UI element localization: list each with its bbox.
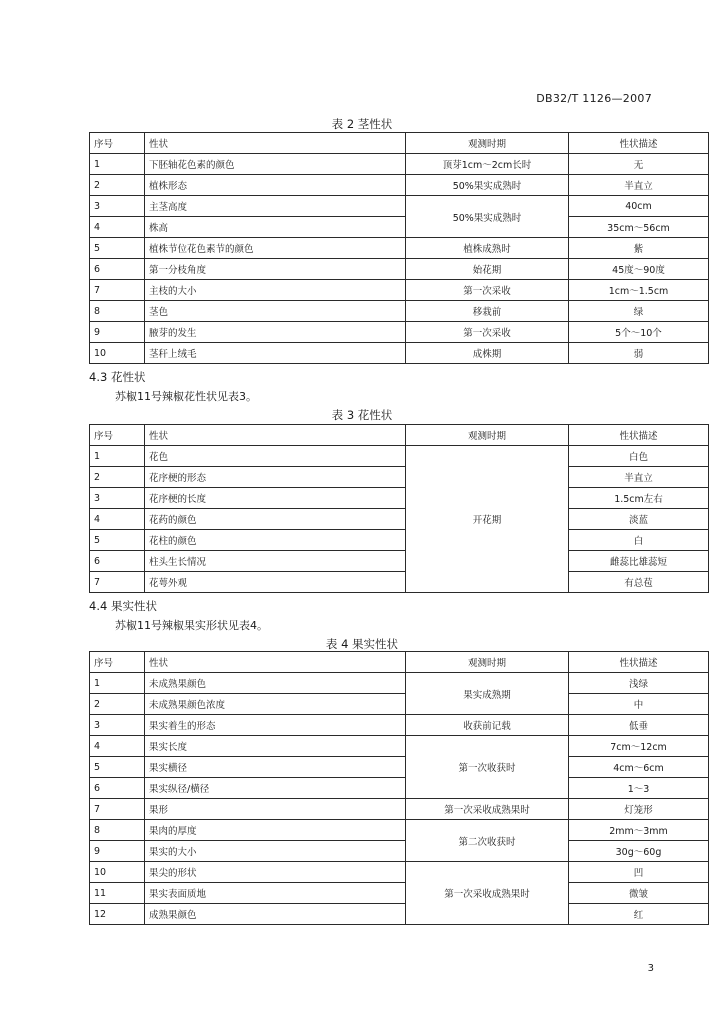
table-row [90,217,709,238]
column-header-character: 性状 [145,133,406,154]
cell-no: 3 [90,196,145,217]
table-row [90,238,709,259]
cell-no: 7 [90,799,145,820]
cell-no: 11 [90,883,145,904]
cell-character: 果实的大小 [145,841,406,862]
table-header-row [90,425,709,446]
cell-description: 浅绿 [569,673,709,694]
cell-character: 茎秆上绒毛 [145,343,406,364]
cell-character: 茎色 [145,301,406,322]
cell-character: 植株节位花色素节的颜色 [145,238,406,259]
cell-no: 10 [90,343,145,364]
column-header-stage: 观测时期 [406,133,569,154]
table-row [90,820,709,841]
column-header-no: 序号 [90,425,145,446]
section-4-3-text: 苏椒11号辣椒花性状见表3。 [115,390,257,403]
cell-no: 7 [90,572,145,593]
table4 [89,651,709,925]
cell-no: 9 [90,841,145,862]
cell-description: 7cm～12cm [569,736,709,757]
column-header-character: 性状 [145,425,406,446]
cell-description: 35cm～56cm [569,217,709,238]
cell-description: 紫 [569,238,709,259]
cell-description: 白色 [569,446,709,467]
table-row [90,175,709,196]
table-row [90,509,709,530]
cell-stage: 第一次收获时 [406,736,569,799]
cell-description: 4cm～6cm [569,757,709,778]
cell-character: 果形 [145,799,406,820]
cell-no: 9 [90,322,145,343]
cell-no: 5 [90,757,145,778]
table-row [90,301,709,322]
table-row [90,488,709,509]
table4-caption: 表 4 果实性状 [325,637,399,651]
cell-stage: 第二次收获时 [406,820,569,862]
cell-no: 1 [90,673,145,694]
cell-description: 有总苞 [569,572,709,593]
cell-no: 2 [90,467,145,488]
cell-no: 2 [90,175,145,196]
cell-no: 7 [90,280,145,301]
cell-stage: 果实成熟期 [406,673,569,715]
table-row [90,862,709,883]
cell-stage: 第一次采收成熟果时 [406,862,569,925]
cell-character: 未成熟果颜色 [145,673,406,694]
table-row [90,259,709,280]
cell-character: 果尖的形状 [145,862,406,883]
cell-stage: 成株期 [406,343,569,364]
cell-stage: 50%果实成熟时 [406,196,569,238]
cell-description: 无 [569,154,709,175]
cell-description: 红 [569,904,709,925]
cell-stage: 始花期 [406,259,569,280]
column-header-description: 性状描述 [569,652,709,673]
table-row [90,673,709,694]
cell-description: 1cm～1.5cm [569,280,709,301]
cell-description: 1.5cm左右 [569,488,709,509]
table2 [89,132,709,364]
cell-character: 株高 [145,217,406,238]
table-row [90,799,709,820]
column-header-stage: 观测时期 [406,652,569,673]
cell-character: 未成熟果颜色浓度 [145,694,406,715]
table-row [90,883,709,904]
cell-stage-merged: 开花期 [406,446,569,593]
cell-stage: 第一次采收 [406,280,569,301]
cell-no: 3 [90,488,145,509]
cell-character: 柱头生长情况 [145,551,406,572]
cell-description: 30g～60g [569,841,709,862]
table-row [90,196,709,217]
column-header-character: 性状 [145,652,406,673]
cell-description: 1～3 [569,778,709,799]
cell-description: 白 [569,530,709,551]
table-row [90,446,709,467]
cell-character: 果实纵径/横径 [145,778,406,799]
cell-description: 凹 [569,862,709,883]
cell-character: 主枝的大小 [145,280,406,301]
cell-no: 4 [90,736,145,757]
table3 [89,424,709,593]
table-row [90,841,709,862]
cell-description: 绿 [569,301,709,322]
table3-caption: 表 3 花性状 [331,408,393,422]
cell-description: 灯笼形 [569,799,709,820]
cell-no: 12 [90,904,145,925]
cell-character: 成熟果颜色 [145,904,406,925]
cell-description: 5个～10个 [569,322,709,343]
cell-character: 花柱的颜色 [145,530,406,551]
table-row [90,551,709,572]
cell-no: 8 [90,820,145,841]
section-4-4-heading: 4.4 果实性状 [89,599,157,613]
cell-no: 10 [90,862,145,883]
cell-no: 1 [90,446,145,467]
cell-description: 半直立 [569,467,709,488]
table-row [90,343,709,364]
cell-no: 6 [90,778,145,799]
cell-no: 8 [90,301,145,322]
cell-no: 4 [90,217,145,238]
section-4-3-heading: 4.3 花性状 [89,370,146,384]
cell-description: 2mm～3mm [569,820,709,841]
cell-stage: 第一次采收成熟果时 [406,799,569,820]
cell-description: 45度～90度 [569,259,709,280]
cell-no: 5 [90,530,145,551]
cell-no: 4 [90,509,145,530]
table-row [90,757,709,778]
cell-description: 淡蓝 [569,509,709,530]
table-row [90,154,709,175]
cell-character: 花药的颜色 [145,509,406,530]
column-header-description: 性状描述 [569,133,709,154]
cell-character: 植株形态 [145,175,406,196]
cell-character: 下胚轴花色素的颜色 [145,154,406,175]
cell-stage: 移栽前 [406,301,569,322]
cell-stage: 50%果实成熟时 [406,175,569,196]
table-row [90,572,709,593]
cell-character: 花色 [145,446,406,467]
standard-number: DB32/T 1126—2007 [536,92,652,105]
cell-stage: 顶芽1cm～2cm长时 [406,154,569,175]
table-row [90,904,709,925]
cell-no: 3 [90,715,145,736]
cell-character: 果实横径 [145,757,406,778]
cell-description: 中 [569,694,709,715]
cell-character: 果实长度 [145,736,406,757]
table-row [90,467,709,488]
cell-character: 花序梗的形态 [145,467,406,488]
cell-character: 腋芽的发生 [145,322,406,343]
cell-character: 花萼外观 [145,572,406,593]
cell-stage: 收获前记载 [406,715,569,736]
cell-no: 6 [90,551,145,572]
cell-description: 低垂 [569,715,709,736]
cell-description: 微皱 [569,883,709,904]
table2-caption: 表 2 茎性状 [331,117,393,131]
cell-no: 5 [90,238,145,259]
cell-no: 1 [90,154,145,175]
cell-character: 花序梗的长度 [145,488,406,509]
column-header-no: 序号 [90,133,145,154]
table-row [90,322,709,343]
column-header-description: 性状描述 [569,425,709,446]
page-number: 3 [647,963,654,974]
table-row [90,736,709,757]
cell-description: 40cm [569,196,709,217]
cell-character: 果实着生的形态 [145,715,406,736]
cell-character: 第一分枝角度 [145,259,406,280]
cell-no: 2 [90,694,145,715]
cell-stage: 第一次采收 [406,322,569,343]
table-row [90,715,709,736]
column-header-no: 序号 [90,652,145,673]
cell-description: 雌蕊比雄蕊短 [569,551,709,572]
column-header-stage: 观测时期 [406,425,569,446]
cell-character: 果肉的厚度 [145,820,406,841]
cell-character: 果实表面质地 [145,883,406,904]
table-header-row [90,133,709,154]
cell-no: 6 [90,259,145,280]
cell-stage: 植株成熟时 [406,238,569,259]
cell-description: 弱 [569,343,709,364]
table-row [90,694,709,715]
table-row [90,530,709,551]
table-header-row [90,652,709,673]
table-row [90,280,709,301]
cell-description: 半直立 [569,175,709,196]
cell-character: 主茎高度 [145,196,406,217]
table-row [90,778,709,799]
section-4-4-text: 苏椒11号辣椒果实形状见表4。 [115,619,268,632]
